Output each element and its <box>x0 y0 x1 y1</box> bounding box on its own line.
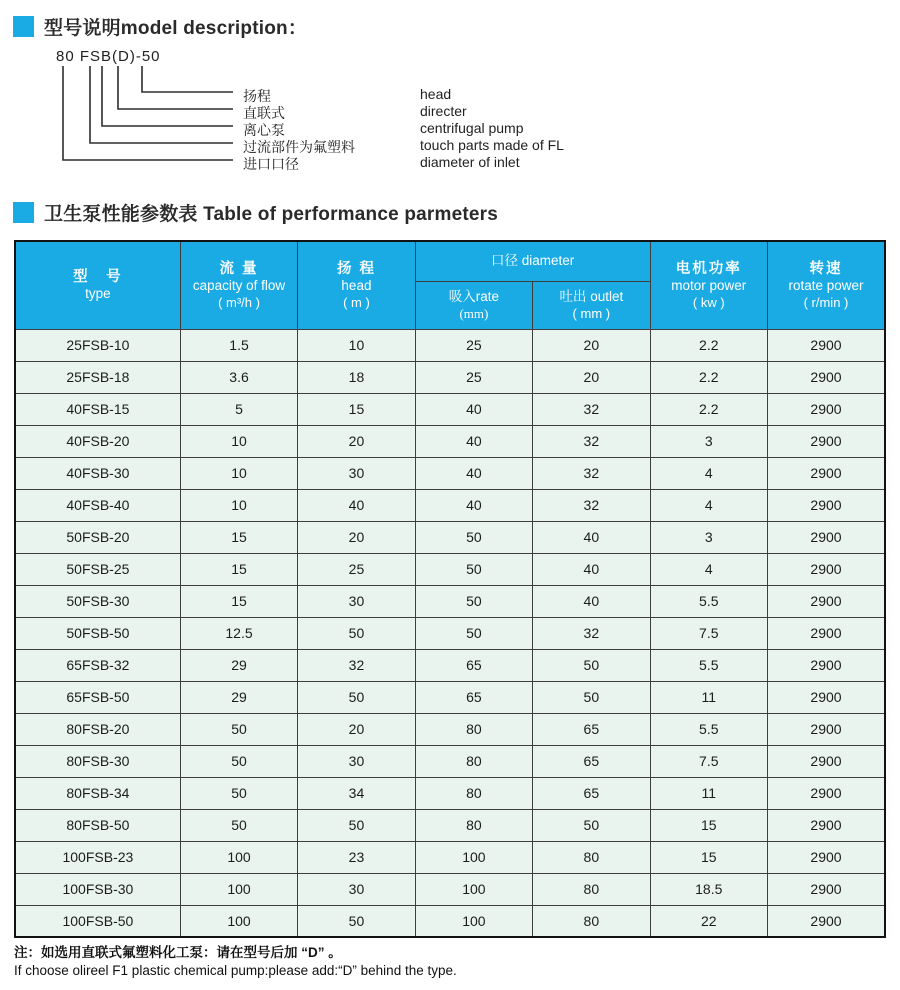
cell-power: 11 <box>650 777 767 809</box>
cell-outlet: 50 <box>533 681 650 713</box>
cell-outlet: 80 <box>533 905 650 937</box>
cell-head: 50 <box>298 809 415 841</box>
cell-power: 18.5 <box>650 873 767 905</box>
table-header <box>15 241 885 329</box>
cell-power: 5.5 <box>650 585 767 617</box>
section-title-text: 卫生泵性能参数表 Table of performance parmeters <box>44 204 499 225</box>
cell-speed: 2900 <box>767 681 885 713</box>
cell-outlet: 50 <box>533 649 650 681</box>
cell-outlet: 65 <box>533 745 650 777</box>
cyan-square-bullet-icon <box>13 202 34 223</box>
cell-suction: 80 <box>415 745 532 777</box>
cell-head: 20 <box>298 425 415 457</box>
cell-outlet: 40 <box>533 585 650 617</box>
cell-type: 80FSB-30 <box>15 745 180 777</box>
table-row <box>15 873 885 905</box>
cell-speed: 2900 <box>767 713 885 745</box>
cell-suction: 40 <box>415 393 532 425</box>
cell-suction: 100 <box>415 873 532 905</box>
cell-head: 20 <box>298 713 415 745</box>
column-group-header-diameter: 口径 diameter <box>415 241 650 282</box>
cell-suction: 80 <box>415 809 532 841</box>
column-header-type: 型 号 type <box>15 241 180 329</box>
cell-power: 4 <box>650 489 767 521</box>
cell-suction: 40 <box>415 425 532 457</box>
cell-speed: 2900 <box>767 841 885 873</box>
cell-suction: 80 <box>415 777 532 809</box>
cell-type: 65FSB-32 <box>15 649 180 681</box>
performance-table-heading <box>13 199 900 226</box>
cell-speed: 2900 <box>767 361 885 393</box>
cell-outlet: 40 <box>533 553 650 585</box>
cell-type: 50FSB-20 <box>15 521 180 553</box>
cell-type: 25FSB-18 <box>15 361 180 393</box>
cell-flow: 29 <box>180 649 297 681</box>
cell-flow: 3.6 <box>180 361 297 393</box>
cell-type: 50FSB-30 <box>15 585 180 617</box>
cell-suction: 25 <box>415 361 532 393</box>
table-row <box>15 681 885 713</box>
cell-speed: 2900 <box>767 617 885 649</box>
table-row <box>15 809 885 841</box>
cell-flow: 100 <box>180 873 297 905</box>
cell-power: 4 <box>650 457 767 489</box>
cell-power: 2.2 <box>650 393 767 425</box>
cell-outlet: 32 <box>533 425 650 457</box>
cell-speed: 2900 <box>767 521 885 553</box>
cell-suction: 40 <box>415 489 532 521</box>
cell-flow: 10 <box>180 457 297 489</box>
cell-type: 100FSB-50 <box>15 905 180 937</box>
cell-type: 100FSB-23 <box>15 841 180 873</box>
diagram-label-fluoroplastic-parts-en: touch parts made of FL <box>420 137 564 153</box>
column-header-motor-power: 电机功率 motor power ( kw ) <box>650 241 767 329</box>
cell-head: 50 <box>298 681 415 713</box>
footnotes <box>14 944 886 980</box>
cell-outlet: 80 <box>533 873 650 905</box>
diagram-label-centrifugal-pump-cn: 离心泵 <box>243 122 285 138</box>
cell-suction: 100 <box>415 905 532 937</box>
cell-head: 34 <box>298 777 415 809</box>
table-row <box>15 841 885 873</box>
cell-power: 11 <box>650 681 767 713</box>
cell-outlet: 65 <box>533 777 650 809</box>
table-row <box>15 521 885 553</box>
note-english: If choose olireel F1 plastic chemical pump:please add:“D” behind the type. <box>14 963 457 979</box>
cell-speed: 2900 <box>767 457 885 489</box>
table-row <box>15 425 885 457</box>
cell-flow: 50 <box>180 713 297 745</box>
cell-type: 100FSB-30 <box>15 873 180 905</box>
cell-suction: 50 <box>415 617 532 649</box>
cell-speed: 2900 <box>767 745 885 777</box>
model-code-text: 80 FSB(D)-50 <box>56 48 161 65</box>
cell-head: 30 <box>298 585 415 617</box>
cell-power: 5.5 <box>650 649 767 681</box>
column-header-rotate-speed: 转速 rotate power ( r/min ) <box>767 241 885 329</box>
diagram-label-centrifugal-pump-en: centrifugal pump <box>420 120 524 136</box>
cell-suction: 25 <box>415 329 532 361</box>
cell-flow: 50 <box>180 745 297 777</box>
cell-outlet: 32 <box>533 489 650 521</box>
cell-head: 18 <box>298 361 415 393</box>
model-code-diagram <box>0 44 700 189</box>
cell-speed: 2900 <box>767 329 885 361</box>
column-header-outlet: 吐出 outlet ( mm ) <box>533 282 650 329</box>
cell-type: 50FSB-50 <box>15 617 180 649</box>
cell-head: 32 <box>298 649 415 681</box>
table-row <box>15 457 885 489</box>
diagram-label-head-cn: 扬程 <box>243 88 271 104</box>
table-row <box>15 905 885 937</box>
table-row <box>15 777 885 809</box>
column-header-flow: 流 量 capacity of flow ( m³/h ) <box>180 241 297 329</box>
column-header-suction: 吸入rate (mm) <box>415 282 532 329</box>
table-row <box>15 745 885 777</box>
cell-flow: 100 <box>180 841 297 873</box>
cyan-square-bullet-icon <box>13 16 34 37</box>
cell-power: 3 <box>650 425 767 457</box>
cell-head: 50 <box>298 617 415 649</box>
cell-outlet: 20 <box>533 329 650 361</box>
cell-speed: 2900 <box>767 809 885 841</box>
cell-suction: 40 <box>415 457 532 489</box>
cell-outlet: 32 <box>533 457 650 489</box>
cell-type: 40FSB-40 <box>15 489 180 521</box>
diagram-label-directer-cn: 直联式 <box>243 105 285 121</box>
cell-head: 30 <box>298 745 415 777</box>
cell-head: 15 <box>298 393 415 425</box>
cell-speed: 2900 <box>767 777 885 809</box>
cell-head: 20 <box>298 521 415 553</box>
cell-suction: 80 <box>415 713 532 745</box>
cell-power: 2.2 <box>650 329 767 361</box>
cell-type: 80FSB-34 <box>15 777 180 809</box>
cell-type: 40FSB-30 <box>15 457 180 489</box>
cell-suction: 50 <box>415 585 532 617</box>
diagram-callout-lines <box>0 44 700 189</box>
cell-head: 30 <box>298 457 415 489</box>
cell-outlet: 32 <box>533 617 650 649</box>
cell-flow: 100 <box>180 905 297 937</box>
cell-suction: 65 <box>415 681 532 713</box>
table-row <box>15 553 885 585</box>
cell-outlet: 50 <box>533 809 650 841</box>
performance-table <box>14 240 886 938</box>
cell-outlet: 40 <box>533 521 650 553</box>
table-row <box>15 393 885 425</box>
cell-head: 30 <box>298 873 415 905</box>
cell-power: 4 <box>650 553 767 585</box>
table-row <box>15 617 885 649</box>
column-header-head: 扬 程 head ( m ) <box>298 241 415 329</box>
table-row <box>15 713 885 745</box>
cell-suction: 65 <box>415 649 532 681</box>
model-description-heading <box>13 13 900 40</box>
cell-outlet: 65 <box>533 713 650 745</box>
table-row <box>15 585 885 617</box>
cell-power: 7.5 <box>650 617 767 649</box>
cell-head: 40 <box>298 489 415 521</box>
cell-outlet: 80 <box>533 841 650 873</box>
cell-flow: 1.5 <box>180 329 297 361</box>
cell-type: 40FSB-20 <box>15 425 180 457</box>
cell-speed: 2900 <box>767 585 885 617</box>
cell-suction: 50 <box>415 521 532 553</box>
cell-power: 22 <box>650 905 767 937</box>
cell-flow: 29 <box>180 681 297 713</box>
cell-speed: 2900 <box>767 873 885 905</box>
cell-flow: 12.5 <box>180 617 297 649</box>
cell-speed: 2900 <box>767 489 885 521</box>
cell-flow: 50 <box>180 777 297 809</box>
cell-type: 50FSB-25 <box>15 553 180 585</box>
cell-power: 15 <box>650 841 767 873</box>
table-row <box>15 361 885 393</box>
cell-head: 50 <box>298 905 415 937</box>
note-chinese: 注：如选用直联式氟塑料化工泵：请在型号后加 “D” 。 <box>14 945 342 960</box>
diagram-label-inlet-diameter-cn: 进口口径 <box>243 156 299 172</box>
cell-flow: 5 <box>180 393 297 425</box>
cell-outlet: 20 <box>533 361 650 393</box>
cell-power: 15 <box>650 809 767 841</box>
diagram-label-fluoroplastic-parts-cn: 过流部件为氟塑料 <box>243 139 355 155</box>
cell-head: 25 <box>298 553 415 585</box>
table-row <box>15 649 885 681</box>
cell-type: 40FSB-15 <box>15 393 180 425</box>
diagram-label-directer-en: directer <box>420 103 467 119</box>
cell-flow: 15 <box>180 553 297 585</box>
cell-type: 80FSB-20 <box>15 713 180 745</box>
cell-outlet: 32 <box>533 393 650 425</box>
cell-suction: 50 <box>415 553 532 585</box>
cell-speed: 2900 <box>767 393 885 425</box>
performance-table-container <box>14 240 886 938</box>
cell-power: 5.5 <box>650 713 767 745</box>
cell-speed: 2900 <box>767 553 885 585</box>
cell-head: 23 <box>298 841 415 873</box>
cell-power: 3 <box>650 521 767 553</box>
diagram-label-head-en: head <box>420 86 452 102</box>
cell-suction: 100 <box>415 841 532 873</box>
cell-speed: 2900 <box>767 905 885 937</box>
cell-flow: 50 <box>180 809 297 841</box>
cell-flow: 10 <box>180 489 297 521</box>
cell-flow: 15 <box>180 585 297 617</box>
cell-type: 65FSB-50 <box>15 681 180 713</box>
section-title-text: 型号说明model description： <box>44 18 308 39</box>
cell-speed: 2900 <box>767 649 885 681</box>
table-body <box>15 329 885 937</box>
diagram-label-inlet-diameter-en: diameter of inlet <box>420 154 520 170</box>
cell-flow: 15 <box>180 521 297 553</box>
cell-power: 7.5 <box>650 745 767 777</box>
cell-flow: 10 <box>180 425 297 457</box>
table-row <box>15 489 885 521</box>
cell-type: 25FSB-10 <box>15 329 180 361</box>
cell-speed: 2900 <box>767 425 885 457</box>
cell-power: 2.2 <box>650 361 767 393</box>
table-row <box>15 329 885 361</box>
cell-head: 10 <box>298 329 415 361</box>
cell-type: 80FSB-50 <box>15 809 180 841</box>
